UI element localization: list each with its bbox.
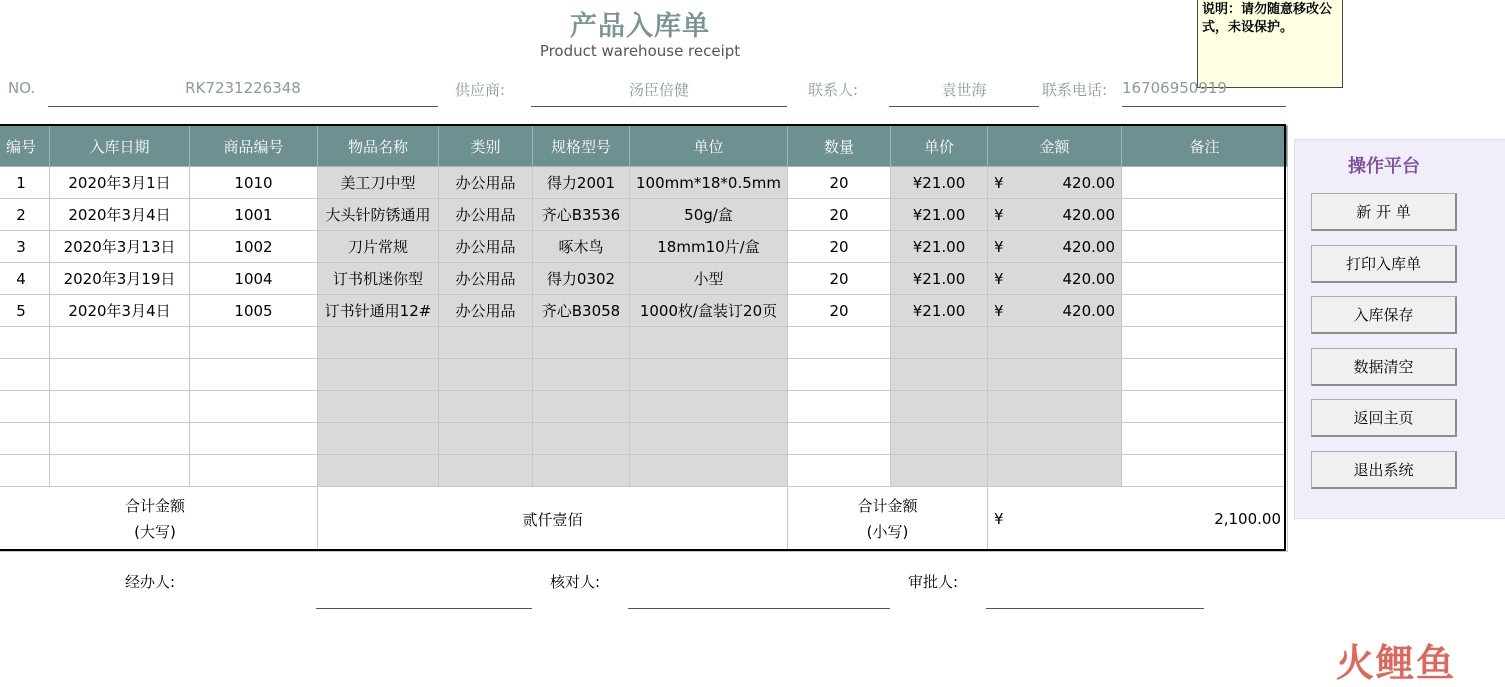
cell-id[interactable]: 3 bbox=[0, 231, 50, 263]
cell-category[interactable]: 办公用品 bbox=[439, 295, 533, 327]
col-header-category: 类别 bbox=[439, 126, 533, 167]
total-lower-value-cell[interactable] bbox=[988, 487, 1288, 552]
cell-qty[interactable]: 20 bbox=[788, 263, 891, 295]
total-lower-value: 2,100.00 bbox=[1214, 510, 1281, 528]
contact-value[interactable]: 袁世海 bbox=[941, 81, 987, 99]
cell[interactable] bbox=[891, 391, 988, 423]
cell[interactable] bbox=[318, 455, 439, 487]
cell-model[interactable]: 啄木鸟 bbox=[533, 231, 630, 263]
cell[interactable] bbox=[318, 391, 439, 423]
table-row bbox=[0, 231, 1288, 263]
cell-category[interactable]: 办公用品 bbox=[439, 231, 533, 263]
cell[interactable] bbox=[533, 327, 630, 359]
supplier-underline bbox=[531, 106, 787, 107]
new-receipt-button[interactable]: 新 开 单 bbox=[1311, 193, 1457, 231]
cell-price[interactable]: ¥21.00 bbox=[891, 295, 988, 327]
cell-qty[interactable]: 20 bbox=[788, 231, 891, 263]
cell-date[interactable]: 2020年3月4日 bbox=[50, 295, 190, 327]
cell[interactable] bbox=[988, 423, 1122, 455]
cell-amount[interactable] bbox=[988, 167, 1122, 199]
cell-currency: ¥ bbox=[994, 205, 1004, 224]
cell[interactable] bbox=[0, 423, 50, 455]
cell[interactable] bbox=[50, 391, 190, 423]
cell[interactable] bbox=[891, 359, 988, 391]
cell-unit[interactable]: 1000枚/盒装订20页 bbox=[630, 295, 788, 327]
cell[interactable] bbox=[988, 455, 1122, 487]
cell-currency: ¥ bbox=[994, 269, 1004, 288]
cell[interactable] bbox=[988, 327, 1122, 359]
cell-code[interactable]: 1002 bbox=[190, 231, 318, 263]
cell[interactable] bbox=[190, 359, 318, 391]
col-header-id: 编号 bbox=[0, 126, 50, 167]
cell[interactable] bbox=[891, 455, 988, 487]
cell-currency: ¥ bbox=[994, 237, 1004, 256]
cell[interactable] bbox=[190, 391, 318, 423]
checker-label: 核对人: bbox=[550, 573, 601, 591]
cell[interactable] bbox=[0, 391, 50, 423]
handler-signature-line[interactable] bbox=[316, 608, 532, 609]
cell-date[interactable]: 2020年3月1日 bbox=[50, 167, 190, 199]
cell-amount-value: 420.00 bbox=[1062, 205, 1115, 224]
table-row bbox=[0, 263, 1288, 295]
exit-system-button[interactable]: 退出系统 bbox=[1311, 451, 1457, 489]
cell[interactable] bbox=[1122, 327, 1288, 359]
cell-date[interactable]: 2020年3月13日 bbox=[50, 231, 190, 263]
cell-id[interactable]: 2 bbox=[0, 199, 50, 231]
cell[interactable] bbox=[788, 359, 891, 391]
supplier-value[interactable]: 汤臣倍健 bbox=[628, 81, 689, 99]
total-upper-value[interactable]: 贰仟壹佰 bbox=[318, 487, 788, 552]
receipt-table bbox=[0, 125, 1288, 552]
no-underline bbox=[48, 106, 438, 107]
contact-label: 联系人: bbox=[808, 81, 859, 99]
empty-table-row bbox=[0, 455, 1288, 487]
cell[interactable] bbox=[50, 359, 190, 391]
col-header-qty: 数量 bbox=[788, 126, 891, 167]
cell-model[interactable]: 齐心B3536 bbox=[533, 199, 630, 231]
cell[interactable] bbox=[50, 423, 190, 455]
cell[interactable] bbox=[439, 423, 533, 455]
cell-category[interactable]: 办公用品 bbox=[439, 199, 533, 231]
print-receipt-button[interactable]: 打印入库单 bbox=[1311, 245, 1457, 283]
cell-id[interactable]: 5 bbox=[0, 295, 50, 327]
cell[interactable] bbox=[50, 327, 190, 359]
cell[interactable] bbox=[630, 423, 788, 455]
cell-code[interactable]: 1005 bbox=[190, 295, 318, 327]
table-header-row bbox=[0, 126, 1288, 167]
cell-model[interactable]: 得力0302 bbox=[533, 263, 630, 295]
cell-amount-value: 420.00 bbox=[1062, 237, 1115, 256]
clear-data-button[interactable]: 数据清空 bbox=[1311, 348, 1457, 386]
cell-name[interactable]: 订书机迷你型 bbox=[318, 263, 439, 295]
cell-date[interactable]: 2020年3月4日 bbox=[50, 199, 190, 231]
cell[interactable] bbox=[318, 327, 439, 359]
cell-remark[interactable] bbox=[1122, 231, 1288, 263]
cell[interactable] bbox=[0, 359, 50, 391]
cell-unit[interactable]: 100mm*18*0.5mm bbox=[630, 167, 788, 199]
total-lower-label bbox=[788, 487, 988, 552]
cell-remark[interactable] bbox=[1122, 295, 1288, 327]
save-receipt-button[interactable]: 入库保存 bbox=[1311, 296, 1457, 334]
panel-title: 操作平台 bbox=[1348, 156, 1420, 177]
empty-table-row bbox=[0, 359, 1288, 391]
cell-id[interactable]: 1 bbox=[0, 167, 50, 199]
cell-price[interactable]: ¥21.00 bbox=[891, 231, 988, 263]
cell[interactable] bbox=[988, 359, 1122, 391]
cell-unit[interactable]: 小型 bbox=[630, 263, 788, 295]
cell[interactable] bbox=[533, 359, 630, 391]
cell[interactable] bbox=[190, 423, 318, 455]
cell-name[interactable]: 订书针通用12# bbox=[318, 295, 439, 327]
cell[interactable] bbox=[439, 327, 533, 359]
total-upper-label-2: (大写) bbox=[134, 523, 176, 541]
cell-currency: ¥ bbox=[994, 301, 1004, 320]
cell[interactable] bbox=[190, 455, 318, 487]
checker-signature-line[interactable] bbox=[628, 608, 890, 609]
cell-amount[interactable] bbox=[988, 263, 1122, 295]
approver-label: 审批人: bbox=[908, 573, 959, 591]
cell-amount[interactable] bbox=[988, 295, 1122, 327]
cell[interactable] bbox=[988, 391, 1122, 423]
cell[interactable] bbox=[533, 391, 630, 423]
cell-qty[interactable]: 20 bbox=[788, 167, 891, 199]
cell-amount[interactable] bbox=[988, 199, 1122, 231]
cell-name[interactable]: 刀片常规 bbox=[318, 231, 439, 263]
cell-name[interactable]: 大头针防锈通用 bbox=[318, 199, 439, 231]
cell[interactable] bbox=[50, 455, 190, 487]
cell[interactable] bbox=[190, 327, 318, 359]
cell-amount-value: 420.00 bbox=[1062, 173, 1115, 192]
contact-underline bbox=[889, 106, 1039, 107]
cell[interactable] bbox=[318, 423, 439, 455]
supplier-label: 供应商: bbox=[455, 81, 506, 99]
cell-name[interactable]: 美工刀中型 bbox=[318, 167, 439, 199]
cell[interactable] bbox=[533, 455, 630, 487]
cell-code[interactable]: 1004 bbox=[190, 263, 318, 295]
cell[interactable] bbox=[630, 327, 788, 359]
cell-price[interactable]: ¥21.00 bbox=[891, 263, 988, 295]
cell[interactable] bbox=[1122, 423, 1288, 455]
cell-amount-value: 420.00 bbox=[1062, 269, 1115, 288]
cell-unit[interactable]: 50g/盒 bbox=[630, 199, 788, 231]
brand-logo: 火鲤鱼 bbox=[1336, 641, 1457, 685]
cell[interactable] bbox=[1122, 455, 1288, 487]
cell[interactable] bbox=[318, 359, 439, 391]
note-comment: 说明：请勿随意移改公式，未设保护。 bbox=[1197, 0, 1343, 88]
cell[interactable] bbox=[1122, 359, 1288, 391]
cell-date[interactable]: 2020年3月19日 bbox=[50, 263, 190, 295]
total-lower-label-2: (小写) bbox=[866, 523, 909, 541]
col-header-unit: 单位 bbox=[630, 126, 788, 167]
no-value[interactable]: RK7231226348 bbox=[185, 79, 301, 97]
return-home-button[interactable]: 返回主页 bbox=[1311, 399, 1457, 437]
col-header-price: 单价 bbox=[891, 126, 988, 167]
col-header-remark: 备注 bbox=[1122, 126, 1288, 167]
cell-price[interactable]: ¥21.00 bbox=[891, 199, 988, 231]
cell[interactable] bbox=[439, 391, 533, 423]
cell[interactable] bbox=[439, 455, 533, 487]
cell[interactable] bbox=[533, 423, 630, 455]
empty-table-row bbox=[0, 423, 1288, 455]
page-subtitle: Product warehouse receipt bbox=[539, 42, 741, 60]
table-row bbox=[0, 167, 1288, 199]
col-header-model: 规格型号 bbox=[533, 126, 630, 167]
cell-code[interactable]: 1001 bbox=[190, 199, 318, 231]
cell-amount-value: 420.00 bbox=[1062, 301, 1115, 320]
table-row bbox=[0, 295, 1288, 327]
cell[interactable] bbox=[630, 391, 788, 423]
cell[interactable] bbox=[891, 423, 988, 455]
cell[interactable] bbox=[630, 455, 788, 487]
cell-category[interactable]: 办公用品 bbox=[439, 167, 533, 199]
cell[interactable] bbox=[788, 423, 891, 455]
cell-remark[interactable] bbox=[1122, 263, 1288, 295]
cell-model[interactable]: 得力2001 bbox=[533, 167, 630, 199]
cell[interactable] bbox=[788, 455, 891, 487]
handler-label: 经办人: bbox=[125, 573, 176, 591]
col-header-name: 物品名称 bbox=[318, 126, 439, 167]
page-title: 产品入库单 bbox=[570, 11, 710, 42]
table-row bbox=[0, 199, 1288, 231]
approver-signature-line[interactable] bbox=[986, 608, 1204, 609]
cell[interactable] bbox=[891, 327, 988, 359]
cell-price[interactable]: ¥21.00 bbox=[891, 167, 988, 199]
cell-unit[interactable]: 18mm10片/盒 bbox=[630, 231, 788, 263]
cell-qty[interactable]: 20 bbox=[788, 295, 891, 327]
cell-category[interactable]: 办公用品 bbox=[439, 263, 533, 295]
phone-value[interactable]: 16706950919 bbox=[1122, 79, 1227, 97]
cell-qty[interactable]: 20 bbox=[788, 199, 891, 231]
cell[interactable] bbox=[439, 359, 533, 391]
cell[interactable] bbox=[788, 327, 891, 359]
total-lower-label-1: 合计金额 bbox=[857, 497, 918, 515]
empty-table-row bbox=[0, 327, 1288, 359]
totals-row bbox=[0, 487, 1288, 552]
col-header-code: 商品编号 bbox=[190, 126, 318, 167]
total-upper-label-1: 合计金额 bbox=[124, 497, 185, 515]
cell-currency: ¥ bbox=[994, 173, 1004, 192]
cell[interactable] bbox=[630, 359, 788, 391]
cell-remark[interactable] bbox=[1122, 167, 1288, 199]
col-header-amount: 金额 bbox=[988, 126, 1122, 167]
cell-remark[interactable] bbox=[1122, 199, 1288, 231]
cell[interactable] bbox=[0, 455, 50, 487]
phone-label: 联系电话: bbox=[1042, 81, 1108, 99]
empty-table-row bbox=[0, 391, 1288, 423]
cell[interactable] bbox=[0, 327, 50, 359]
total-upper-label bbox=[0, 487, 318, 552]
cell[interactable] bbox=[1122, 391, 1288, 423]
total-currency: ¥ bbox=[994, 510, 1004, 528]
cell-amount[interactable] bbox=[988, 231, 1122, 263]
col-header-date: 入库日期 bbox=[50, 126, 190, 167]
phone-underline bbox=[1122, 106, 1286, 107]
cell-id[interactable]: 4 bbox=[0, 263, 50, 295]
cell-model[interactable]: 齐心B3058 bbox=[533, 295, 630, 327]
cell-code[interactable]: 1010 bbox=[190, 167, 318, 199]
no-label: NO. bbox=[8, 79, 36, 97]
cell[interactable] bbox=[788, 391, 891, 423]
